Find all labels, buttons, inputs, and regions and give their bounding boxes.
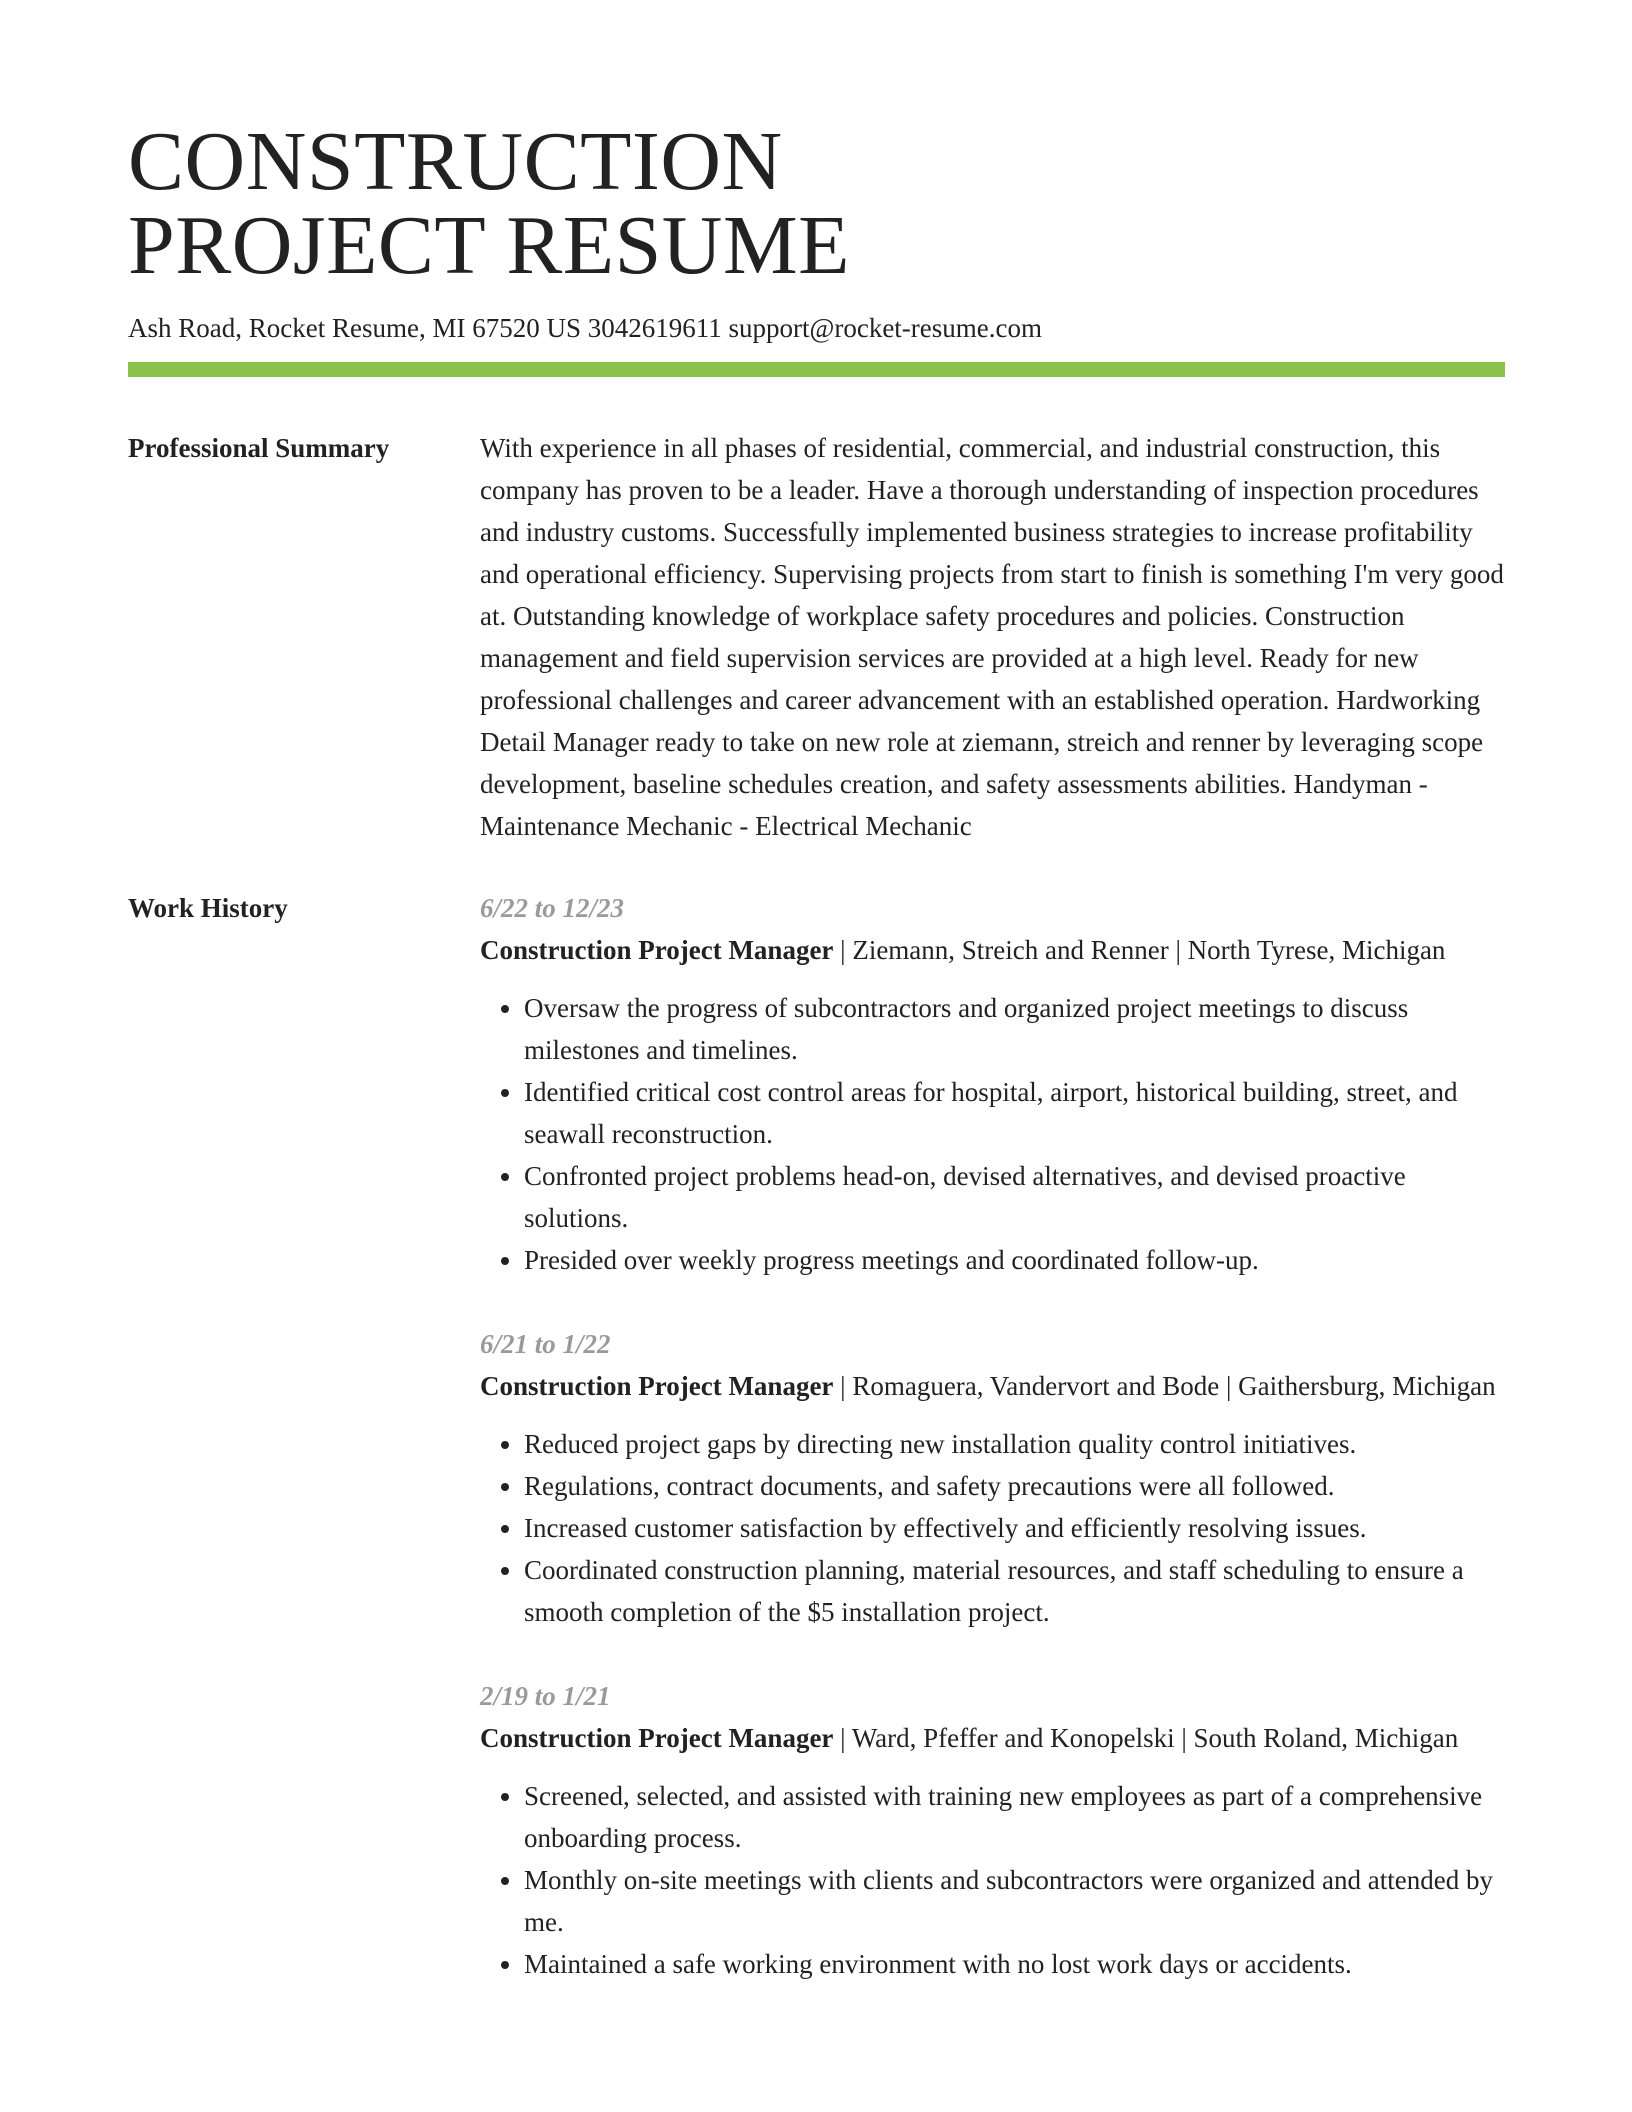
job-details: | Romaguera, Vandervort and Bode | Gaithersburg, Michigan (833, 1371, 1496, 1401)
job-entry (480, 1675, 1505, 1985)
list-item: • Confronted project problems head-on, devised alternatives, and devised proactive solutions. (524, 1155, 1505, 1239)
work-body (480, 887, 1505, 2027)
list-item: • Presided over weekly progress meetings and coordinated follow-up. (524, 1239, 1505, 1281)
job-entry (480, 887, 1505, 1281)
job-bullets (480, 1423, 1505, 1633)
job-heading (480, 929, 1505, 971)
job-title: Construction Project Manager (480, 935, 834, 965)
job-details: | Ziemann, Streich and Renner | North Tyrese, Michigan (833, 935, 1446, 965)
job-dates: 2/19 to 1/21 (480, 1681, 611, 1711)
list-item: • Maintained a safe working environment with no lost work days or accidents. (524, 1943, 1505, 1985)
title-line-1: CONSTRUCTION (128, 115, 783, 208)
list-item: • Monthly on-site meetings with clients and subcontractors were organized and attended by me. (524, 1859, 1505, 1943)
job-details: | Ward, Pfeffer and Konopelski | South Roland, Michigan (833, 1723, 1459, 1753)
contact-info: Ash Road, Rocket Resume, MI 67520 US 3042619611 support@rocket-resume.com (128, 313, 1042, 343)
list-item: • Reduced project gaps by directing new installation quality control initiatives. (524, 1423, 1505, 1465)
list-item: • Oversaw the progress of subcontractors and organized project meetings to discuss milestones and timelines. (524, 987, 1505, 1071)
job-dates: 6/21 to 1/22 (480, 1329, 611, 1359)
job-entry (480, 1323, 1505, 1633)
list-item: • Increased customer satisfaction by effectively and efficiently resolving issues. (524, 1507, 1505, 1549)
title-line-2: PROJECT RESUME (128, 199, 850, 292)
resume-title (128, 115, 1505, 292)
accent-divider (128, 362, 1505, 377)
job-bullets (480, 987, 1505, 1281)
job-title: Construction Project Manager (480, 1371, 834, 1401)
summary-body (480, 427, 1505, 847)
section-label-summary: Professional Summary (128, 433, 390, 463)
job-dates: 6/22 to 12/23 (480, 893, 625, 923)
job-title: Construction Project Manager (480, 1723, 834, 1753)
list-item: • Coordinated construction planning, material resources, and staff scheduling to ensure a smooth completion of the $5 installation project. (524, 1549, 1505, 1633)
list-item: • Screened, selected, and assisted with training new employees as part of a comprehensive onboarding process. (524, 1775, 1505, 1859)
section-label-work: Work History (128, 893, 288, 923)
list-item: • Regulations, contract documents, and safety precautions were all followed. (524, 1465, 1505, 1507)
summary-text: With experience in all phases of residential, commercial, and industrial construction, this company has proven to be a leader. Have a thorough understanding of inspection procedures and industry customs. Successfully implemented business strategies to increase profitability and operational efficiency. Supervising projects from start to finish is something I'm very good at. Outstanding knowledge of workplace safety procedures and policies. Construction management and field supervision services are provided at a high level. Ready for new professional challenges and career advancement with an established operation. Hardworking Detail Manager ready to take on new role at ziemann, streich and renner by leveraging scope development, baseline schedules creation, and safety assessments abilities. Handyman - Maintenance Mechanic - Electrical Mechanic (480, 433, 1504, 841)
resume-page (128, 115, 1505, 2027)
list-item: • Identified critical cost control areas for hospital, airport, historical building, street, and seawall reconstruction. (524, 1071, 1505, 1155)
professional-summary-section (128, 427, 1505, 847)
job-heading (480, 1365, 1505, 1407)
job-heading (480, 1717, 1505, 1759)
work-history-section (128, 887, 1505, 2027)
job-bullets (480, 1775, 1505, 1985)
